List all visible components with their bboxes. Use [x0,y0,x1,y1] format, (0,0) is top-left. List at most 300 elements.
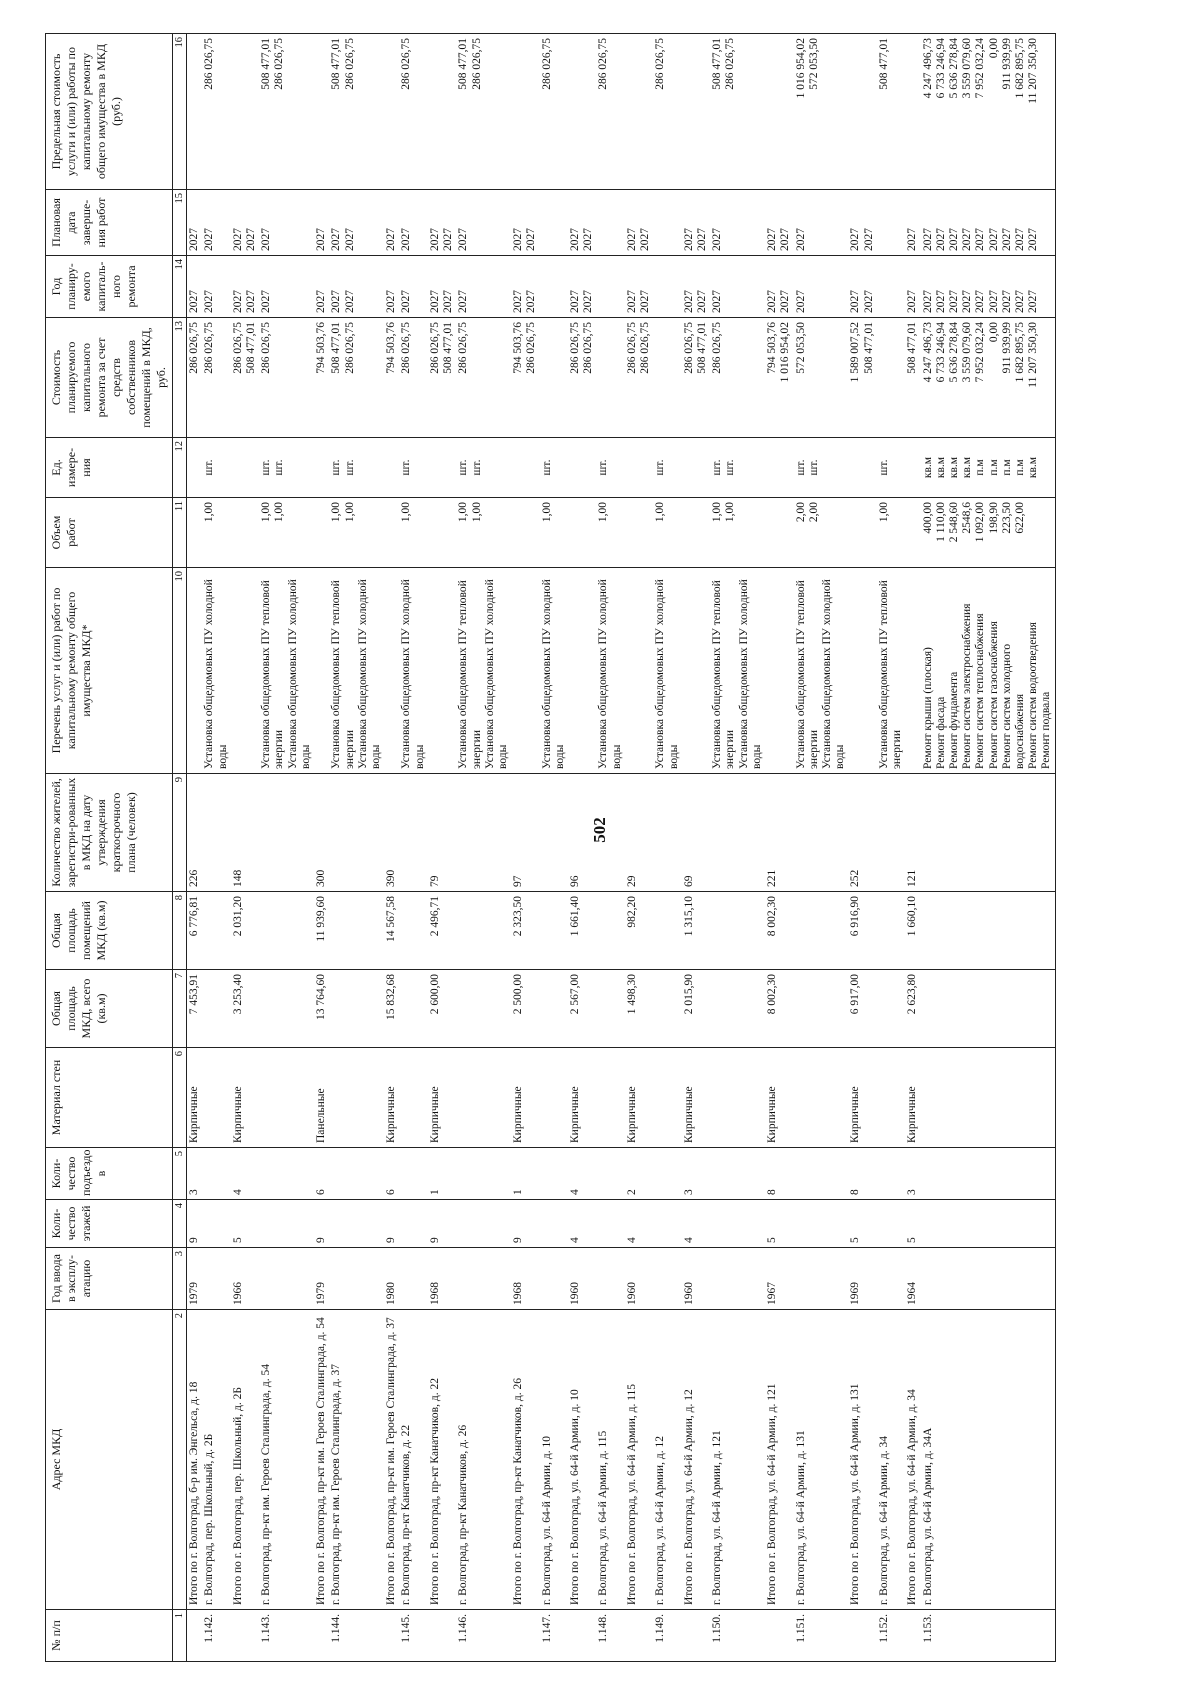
limit-cost-cell-item: 1 682 895,75 [1014,38,1027,99]
residents-cell-value: 390 [385,869,398,887]
repair-year-cell-item: 2027 [330,290,343,313]
column-number: 6 [173,1048,187,1148]
floors-cell [314,1200,329,1248]
unit-cell-item: кв.м [1027,456,1040,479]
row-number-cell [682,1610,710,1662]
completion-date-cell-item: 2027 [862,228,875,251]
unit-cell [511,438,539,498]
entrances-cell-value: 2 [625,1189,638,1195]
cost-cell [399,318,427,438]
cost-cell [540,318,568,438]
limit-cost-cell-item: 7 952 032,24 [974,38,987,99]
limit-cost-cell [877,34,905,190]
works-cell [540,568,568,774]
column-header: Количество жителей, зарегистри-рованных в МКД на дату утверждения краткосрочного плана (человек) [46,774,173,892]
wall-material-cell [231,1048,259,1148]
entrances-cell [848,1148,876,1200]
completion-date-cell-item: 2027 [921,228,934,251]
repair-year-cell-item: 2027 [974,290,987,313]
volume-cell [511,498,539,568]
year-built-cell [187,1248,203,1310]
address-cell [653,1310,681,1610]
address-cell [329,1310,384,1610]
residents-cell [921,774,1056,892]
works-cell [905,568,920,774]
table-row [794,34,849,1662]
column-number: 11 [173,498,187,568]
unit-cell-item: кв.м [934,456,947,479]
total-area-cell [314,970,329,1048]
completion-date-cell-item: 2027 [961,228,974,251]
works-cell [596,568,624,774]
address-cell-item: г. Волгоград, пр-кт им. Героев Сталинграда, д. 37 [330,1363,343,1605]
volume-cell [625,498,653,568]
limit-cost-cell-item: 286 026,75 [654,38,667,90]
volume-cell-item: 2,00 [794,502,807,523]
row-number-cell-value: 1.152. [877,1614,890,1643]
cost-cell [710,318,765,438]
repair-year-cell-item: 2027 [315,290,328,313]
cost-cell-item: 6 733 246,94 [934,322,947,383]
volume-cell-item: 1,00 [597,502,610,523]
premises-area-cell [259,892,314,970]
entrances-cell [596,1148,624,1200]
cost-cell [596,318,624,438]
completion-date-cell [905,190,920,256]
entrances-cell [202,1148,230,1200]
cost-cell-item: 286 026,75 [400,322,413,374]
premises-area-cell-value: 2 323,50 [512,896,525,937]
limit-cost-cell [848,34,876,190]
entrances-cell-value: 1 [512,1189,525,1195]
volume-cell [428,498,456,568]
works-cell-item: Установка общедомовых ПУ холодной воды [483,579,509,769]
year-built-cell [682,1248,710,1310]
total-area-cell [231,970,259,1048]
wall-material-cell [428,1048,456,1148]
entrances-cell-value: 3 [682,1189,695,1195]
volume-cell-item: 198,90 [987,502,1000,534]
year-built-cell [428,1248,456,1310]
premises-area-cell [653,892,681,970]
entrances-cell-value: 8 [849,1189,862,1195]
works-cell-item: Установка общедомовых ПУ холодной воды [286,579,312,769]
column-header: Год ввода в эксплу-атацию [46,1248,173,1310]
year-built-cell [848,1248,876,1310]
residents-cell-value: 226 [188,869,201,887]
works-cell-item: Установка общедомовых ПУ тепловой энергии [794,580,820,769]
repair-year-cell-item: 2027 [1014,290,1027,313]
residents-cell-value: 121 [906,869,919,887]
cost-cell-item: 286 026,75 [569,322,582,374]
cost-cell-item: 286 026,75 [428,322,441,374]
year-built-cell [921,1248,1056,1310]
total-area-cell [625,970,653,1048]
entrances-cell [653,1148,681,1200]
completion-date-cell-item: 2027 [1014,228,1027,251]
premises-area-cell [384,892,399,970]
column-header: Адрес МКД [46,1310,173,1610]
table-row [329,34,384,1662]
floors-cell-value: 9 [315,1237,328,1243]
residents-cell [259,774,314,892]
unit-cell-item: шт. [540,459,553,476]
floors-cell-value: 9 [385,1237,398,1243]
repair-year-cell [905,256,920,318]
cost-cell [187,318,203,438]
column-number: 13 [173,318,187,438]
row-number-cell-value: 1.153. [921,1614,934,1643]
address-cell-item: г. Волгоград, ул. 64-й Армии, д. 34 [877,1436,890,1605]
entrances-cell [794,1148,849,1200]
column-number: 4 [173,1200,187,1248]
total-area-cell-value: 13 764,60 [315,974,328,1020]
repair-year-cell [399,256,427,318]
cost-cell-item: 1 016 954,02 [779,322,792,383]
premises-area-cell-value: 14 567,58 [385,896,398,942]
wall-material-cell [765,1048,793,1148]
address-cell-item: г. Волгоград, ул. 64-й Армии, д. 131 [794,1430,807,1605]
residents-cell [384,774,399,892]
table-row [877,34,905,1662]
limit-cost-cell-item: 286 026,75 [203,38,216,90]
premises-area-cell-value: 11 939,60 [315,896,328,942]
address-cell [540,1310,568,1610]
unit-cell [456,438,511,498]
premises-area-cell [848,892,876,970]
premises-area-cell-value: 2 496,71 [428,896,441,937]
row-number-cell [794,1610,849,1662]
limit-cost-cell [511,34,539,190]
premises-area-cell [456,892,511,970]
volume-cell [710,498,765,568]
limit-cost-cell-item: 286 026,75 [273,38,286,90]
entrances-cell [765,1148,793,1200]
residents-cell [848,774,876,892]
residents-cell [202,774,230,892]
volume-cell [765,498,793,568]
unit-cell [653,438,681,498]
volume-cell [540,498,568,568]
volume-cell [848,498,876,568]
floors-cell [568,1200,596,1248]
premises-area-cell-value: 8 002,30 [766,896,779,937]
repair-year-cell [921,256,1056,318]
cost-cell [568,318,596,438]
entrances-cell-value: 3 [188,1189,201,1195]
column-header: Коли-чество подъездо в [46,1148,173,1200]
row-number-cell [187,1610,203,1662]
cost-cell [794,318,849,438]
wall-material-cell-value: Кирпичные [231,1086,244,1143]
column-number: 9 [173,774,187,892]
premises-area-cell [905,892,920,970]
total-row [384,34,399,1662]
volume-cell-item: 1 110,00 [934,502,947,542]
volume-cell [653,498,681,568]
unit-cell [187,438,203,498]
works-cell-item: Ремонт систем газоснабжения [987,621,1000,769]
cost-cell [428,318,456,438]
volume-cell-item: 1,00 [343,502,356,523]
works-cell [202,568,230,774]
cost-cell-item: 508 477,01 [245,322,257,374]
floors-cell-value: 5 [766,1237,779,1243]
address-cell-item: Итого по г. Волгоград, ул. 64-й Армии, д. 121 [766,1383,779,1605]
premises-area-cell [765,892,793,970]
repair-year-cell-item: 2027 [639,290,652,313]
unit-cell-item: шт. [203,459,216,476]
total-area-cell [540,970,568,1048]
unit-cell-item: шт. [794,459,807,476]
cost-cell [848,318,876,438]
volume-cell-item: 2548,6 [961,502,974,534]
address-cell-item: г. Волгоград, пр-кт им. Героев Сталинграда, д. 54 [260,1363,273,1605]
year-built-cell-value: 1960 [569,1282,582,1305]
unit-cell-item: шт. [877,459,890,476]
address-cell-item: г. Волгоград, пер. Школьный, д. 2Б [203,1433,216,1605]
works-cell-item: Ремонт подвала [1040,691,1053,769]
unit-cell [877,438,905,498]
cost-cell-item: 7 952 032,24 [974,322,987,383]
entrances-cell [921,1148,1056,1200]
completion-date-cell-item: 2027 [849,228,862,251]
wall-material-cell [794,1048,849,1148]
cost-cell-item: 1 589 007,52 [849,322,862,383]
unit-cell [568,438,596,498]
year-built-cell [259,1248,314,1310]
unit-cell [596,438,624,498]
cost-cell-item: 286 026,75 [625,322,638,374]
cost-cell-item: 508 477,01 [696,322,708,374]
works-cell [765,568,793,774]
completion-date-cell-item: 2027 [231,228,244,251]
volume-cell [568,498,596,568]
completion-date-cell [540,190,568,256]
unit-cell-item: шт. [711,459,724,476]
wall-material-cell [625,1048,653,1148]
repair-year-cell-item: 2027 [457,290,470,313]
address-cell [428,1310,456,1610]
wall-material-cell [877,1048,905,1148]
entrances-cell [682,1148,710,1200]
premises-area-cell [202,892,230,970]
column-header: Общая площадь помещений МКД (кв.м) [46,892,173,970]
floors-cell-value: 9 [188,1237,201,1243]
cost-cell [905,318,920,438]
year-built-cell-value: 1979 [188,1282,201,1305]
year-built-cell [710,1248,765,1310]
repair-year-cell [540,256,568,318]
floors-cell [625,1200,653,1248]
cost-cell-item: 508 477,01 [330,322,343,374]
works-cell-item: Ремонт систем водоотведения [1027,622,1040,769]
completion-date-cell [848,190,876,256]
year-built-cell [794,1248,849,1310]
volume-cell [329,498,384,568]
completion-date-cell-item: 2027 [512,228,525,251]
works-cell [921,568,1056,774]
residents-cell [231,774,259,892]
completion-date-cell-item: 2027 [696,228,708,251]
repair-year-cell-item: 2027 [512,290,525,313]
address-cell [905,1310,920,1610]
year-built-cell [905,1248,920,1310]
address-cell [794,1310,849,1610]
floors-cell [710,1200,765,1248]
entrances-cell [905,1148,920,1200]
volume-cell-item: 1,00 [203,502,216,523]
premises-area-cell [625,892,653,970]
residents-cell-value: 69 [682,875,695,887]
wall-material-cell [314,1048,329,1148]
address-cell [682,1310,710,1610]
premises-area-cell [187,892,203,970]
wall-material-cell-value: Панельные [315,1088,328,1143]
address-cell-item: г. Волгоград, ул. 64-й Армии, д. 34А [921,1427,934,1605]
works-cell-item: Ремонт крыши (плоская) [921,647,934,769]
unit-cell [231,438,259,498]
row-number-cell [921,1610,1056,1662]
entrances-cell-value: 6 [315,1189,328,1195]
wall-material-cell-value: Кирпичные [682,1086,695,1143]
wall-material-cell [259,1048,314,1148]
completion-date-cell-item: 2027 [906,228,919,251]
completion-date-cell [399,190,427,256]
limit-cost-cell [187,34,203,190]
table-row [202,34,230,1662]
row-number-cell [625,1610,653,1662]
premises-area-cell-value: 1 660,10 [906,896,919,937]
limit-cost-cell [596,34,624,190]
year-built-cell [568,1248,596,1310]
completion-date-cell-item: 2027 [947,228,960,251]
completion-date-cell-item: 2027 [400,228,413,251]
cost-cell-item: 286 026,75 [457,322,470,374]
year-built-cell [765,1248,793,1310]
floors-cell [511,1200,539,1248]
total-area-cell-value: 7 453,91 [188,974,201,1015]
cost-cell-item: 794 503,76 [315,322,328,374]
completion-date-cell [511,190,539,256]
floors-cell-value: 4 [682,1237,695,1243]
wall-material-cell [682,1048,710,1148]
limit-cost-cell-item: 6 733 246,94 [934,38,947,99]
repair-year-cell-item: 2027 [947,290,960,313]
completion-date-cell-item: 2027 [343,228,356,251]
address-cell-item: Итого по г. Волгоград, б-р им. Энгельса, д. 18 [188,1381,201,1605]
premises-area-cell-value: 6 776,81 [188,896,201,937]
address-cell-item: Итого по г. Волгоград, пр-кт Канатчиков, д. 22 [428,1378,441,1605]
cost-cell-item: 794 503,76 [512,322,525,374]
repair-year-cell-item: 2027 [862,290,875,313]
cost-cell-item: 5 636 278,84 [947,322,960,383]
limit-cost-cell-item: 286 026,75 [724,38,737,90]
column-number: 16 [173,34,187,190]
cost-cell-item: 794 503,76 [766,322,779,374]
volume-cell-item: 400,00 [921,502,934,534]
repair-year-cell-item: 2027 [696,290,708,313]
entrances-cell [568,1148,596,1200]
address-cell [848,1310,876,1610]
cost-cell-item: 286 026,75 [343,322,356,374]
completion-date-cell [187,190,203,256]
column-header: Ед. измере-ния [46,438,173,498]
residents-cell-value: 79 [428,875,441,887]
completion-date-cell [765,190,793,256]
repair-year-cell [765,256,793,318]
row-number-cell [399,1610,427,1662]
completion-date-cell-item: 2027 [1027,228,1040,251]
floors-cell [921,1200,1056,1248]
cost-cell [921,318,1056,438]
entrances-cell [456,1148,511,1200]
wall-material-cell [384,1048,399,1148]
wall-material-cell-value: Кирпичные [512,1086,525,1143]
total-area-cell [511,970,539,1048]
repair-year-cell-item: 2027 [203,290,216,313]
works-cell [384,568,399,774]
wall-material-cell-value: Кирпичные [625,1086,638,1143]
floors-cell-value: 5 [849,1237,862,1243]
works-cell [625,568,653,774]
entrances-cell [329,1148,384,1200]
unit-cell-item: кв.м [947,456,960,479]
year-built-cell-value: 1979 [315,1282,328,1305]
completion-date-cell-item: 2027 [428,228,441,251]
address-cell-item: Итого по г. Волгоград, ул. 64-й Армии, д. 115 [625,1383,638,1605]
completion-date-cell-item: 2027 [245,228,257,251]
volume-cell-item: 1,00 [724,502,737,523]
completion-date-cell [202,190,230,256]
row-number-cell-value: 1.149. [654,1614,667,1643]
wall-material-cell [710,1048,765,1148]
total-area-cell [384,970,399,1048]
column-number: 15 [173,190,187,256]
residents-cell [314,774,329,892]
works-cell-item: Установка общедомовых ПУ холодной воды [540,579,566,769]
repair-year-cell-item: 2027 [1000,290,1013,313]
premises-area-cell [877,892,905,970]
total-area-cell [682,970,710,1048]
year-built-cell [202,1248,230,1310]
year-built-cell [625,1248,653,1310]
residents-cell [877,774,905,892]
year-built-cell-value: 1960 [625,1282,638,1305]
cost-cell-item: 11 207 350,30 [1027,322,1040,388]
cost-cell-item: 286 026,75 [525,322,538,374]
cost-cell-item: 286 026,75 [231,322,244,374]
address-cell-item: Итого по г. Волгоград, ул. 64-й Армии, д. 131 [849,1383,862,1605]
works-cell-item: Установка общедомовых ПУ холодной воды [737,579,763,769]
completion-date-cell [710,190,765,256]
residents-cell [625,774,653,892]
wall-material-cell [905,1048,920,1148]
address-cell [456,1310,511,1610]
entrances-cell-value: 4 [569,1189,582,1195]
column-header: Перечень услуг и (или) работ по капитальному ремонту общего имущества МКД* [46,568,173,774]
limit-cost-cell [905,34,920,190]
volume-cell-item: 1,00 [273,502,286,523]
limit-cost-cell [682,34,710,190]
floors-cell [877,1200,905,1248]
premises-area-cell [511,892,539,970]
address-cell [710,1310,765,1610]
works-cell-item: Установка общедомовых ПУ тепловой энергии [711,580,737,769]
completion-date-cell-item: 2027 [682,228,695,251]
completion-date-cell [428,190,456,256]
repair-year-cell-item: 2027 [188,290,201,313]
